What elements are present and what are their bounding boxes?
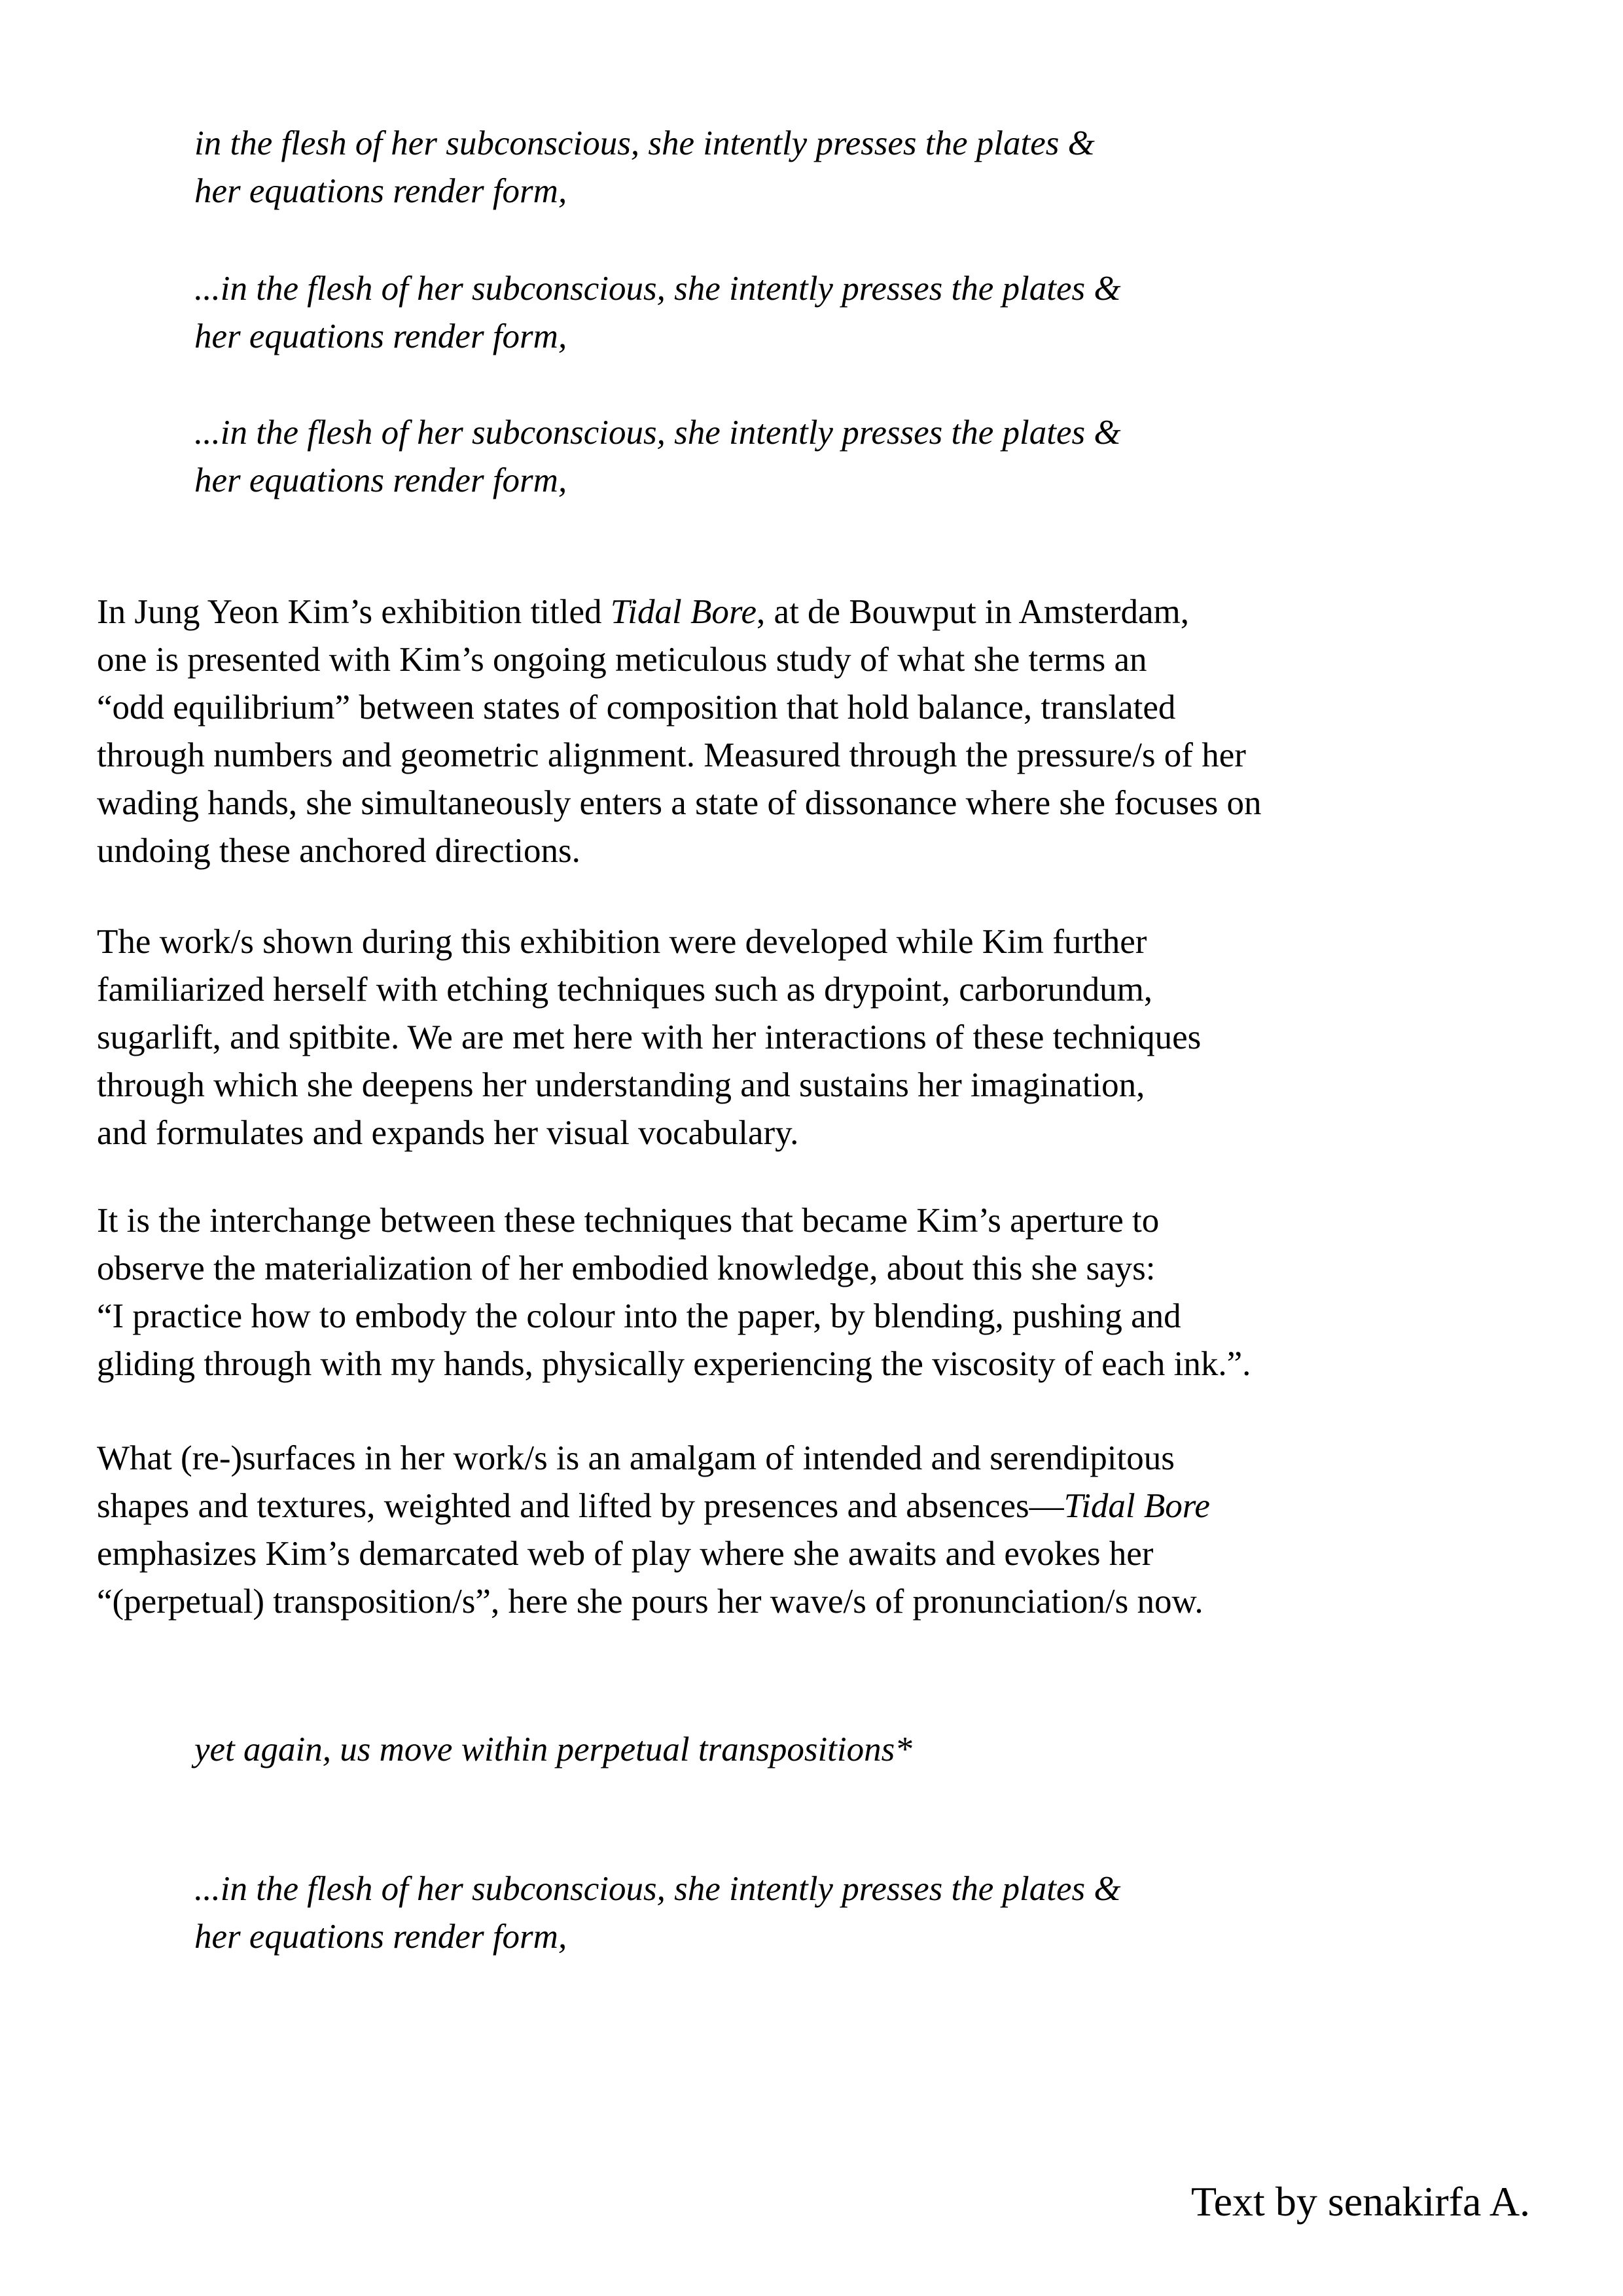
- text-line: “(perpetual) transposition/s”, here she pours her wave/s of pronunciation/s now.: [97, 1583, 1204, 1621]
- text-line: It is the interchange between these techniques that became Kim’s aperture to: [97, 1202, 1160, 1240]
- text-line: observe the materialization of her embodied knowledge, about this she says:: [97, 1249, 1156, 1287]
- text-line: gliding through with my hands, physically experiencing the viscosity of each ink.”.: [97, 1345, 1251, 1383]
- body-paragraph-1: [97, 588, 1261, 875]
- text-line: sugarlift, and spitbite. We are met here with her interactions of these techniques: [97, 1018, 1202, 1056]
- text-line: and formulates and expands her visual vocabulary.: [97, 1114, 799, 1152]
- text-line: her equations render form,: [194, 317, 567, 355]
- body-paragraph-4: [97, 1435, 1210, 1626]
- text-line: shapes and textures, weighted and lifted by presences and absences—Tidal Bore: [97, 1487, 1210, 1525]
- text-line: In Jung Yeon Kim’s exhibition titled Tidal Bore, at de Bouwput in Amsterdam,: [97, 593, 1189, 631]
- text-line: undoing these anchored directions.: [97, 832, 580, 870]
- body-paragraph-3: [97, 1197, 1251, 1388]
- text-line: ...in the flesh of her subconscious, she intently presses the plates &: [194, 1870, 1121, 1908]
- text-line: “I practice how to embody the colour into the paper, by blending, pushing and: [97, 1297, 1181, 1335]
- text-line: her equations render form,: [194, 1918, 567, 1956]
- text-line: her equations render form,: [194, 172, 567, 210]
- text-line: ...in the flesh of her subconscious, she intently presses the plates &: [194, 270, 1121, 308]
- poem-stanza-closing: [194, 1865, 1121, 1961]
- text-line: through numbers and geometric alignment. Measured through the pressure/s of her: [97, 736, 1246, 774]
- text-line: through which she deepens her understanding and sustains her imagination,: [97, 1066, 1145, 1104]
- text-line: The work/s shown during this exhibition were developed while Kim further: [97, 923, 1147, 961]
- poem-stanza-repeat-1: [194, 265, 1121, 361]
- text-line: familiarized herself with etching techniques such as drypoint, carborundum,: [97, 971, 1153, 1009]
- text-line: one is presented with Kim’s ongoing meticulous study of what she terms an: [97, 641, 1147, 679]
- text-line: in the flesh of her subconscious, she intently presses the plates &: [194, 124, 1095, 162]
- poem-stanza-repeat-2: [194, 409, 1121, 505]
- text-line: yet again, us move within perpetual transpositions*: [194, 1731, 912, 1768]
- text-line: ...in the flesh of her subconscious, she intently presses the plates &: [194, 414, 1121, 452]
- text-line: her equations render form,: [194, 461, 567, 499]
- poem-stanza-opening: [194, 120, 1095, 215]
- text-line: What (re-)surfaces in her work/s is an amalgam of intended and serendipitous: [97, 1439, 1175, 1477]
- text-line: emphasizes Kim’s demarcated web of play where she awaits and evokes her: [97, 1535, 1154, 1573]
- text-line: wading hands, she simultaneously enters a state of dissonance where she focuses on: [97, 784, 1262, 822]
- body-paragraph-2: [97, 918, 1201, 1157]
- credit-line: Text by senakirfa A.: [1191, 2178, 1531, 2225]
- text-line: “odd equilibrium” between states of composition that hold balance, translated: [97, 689, 1176, 726]
- poem-refrain-line: [194, 1726, 912, 1774]
